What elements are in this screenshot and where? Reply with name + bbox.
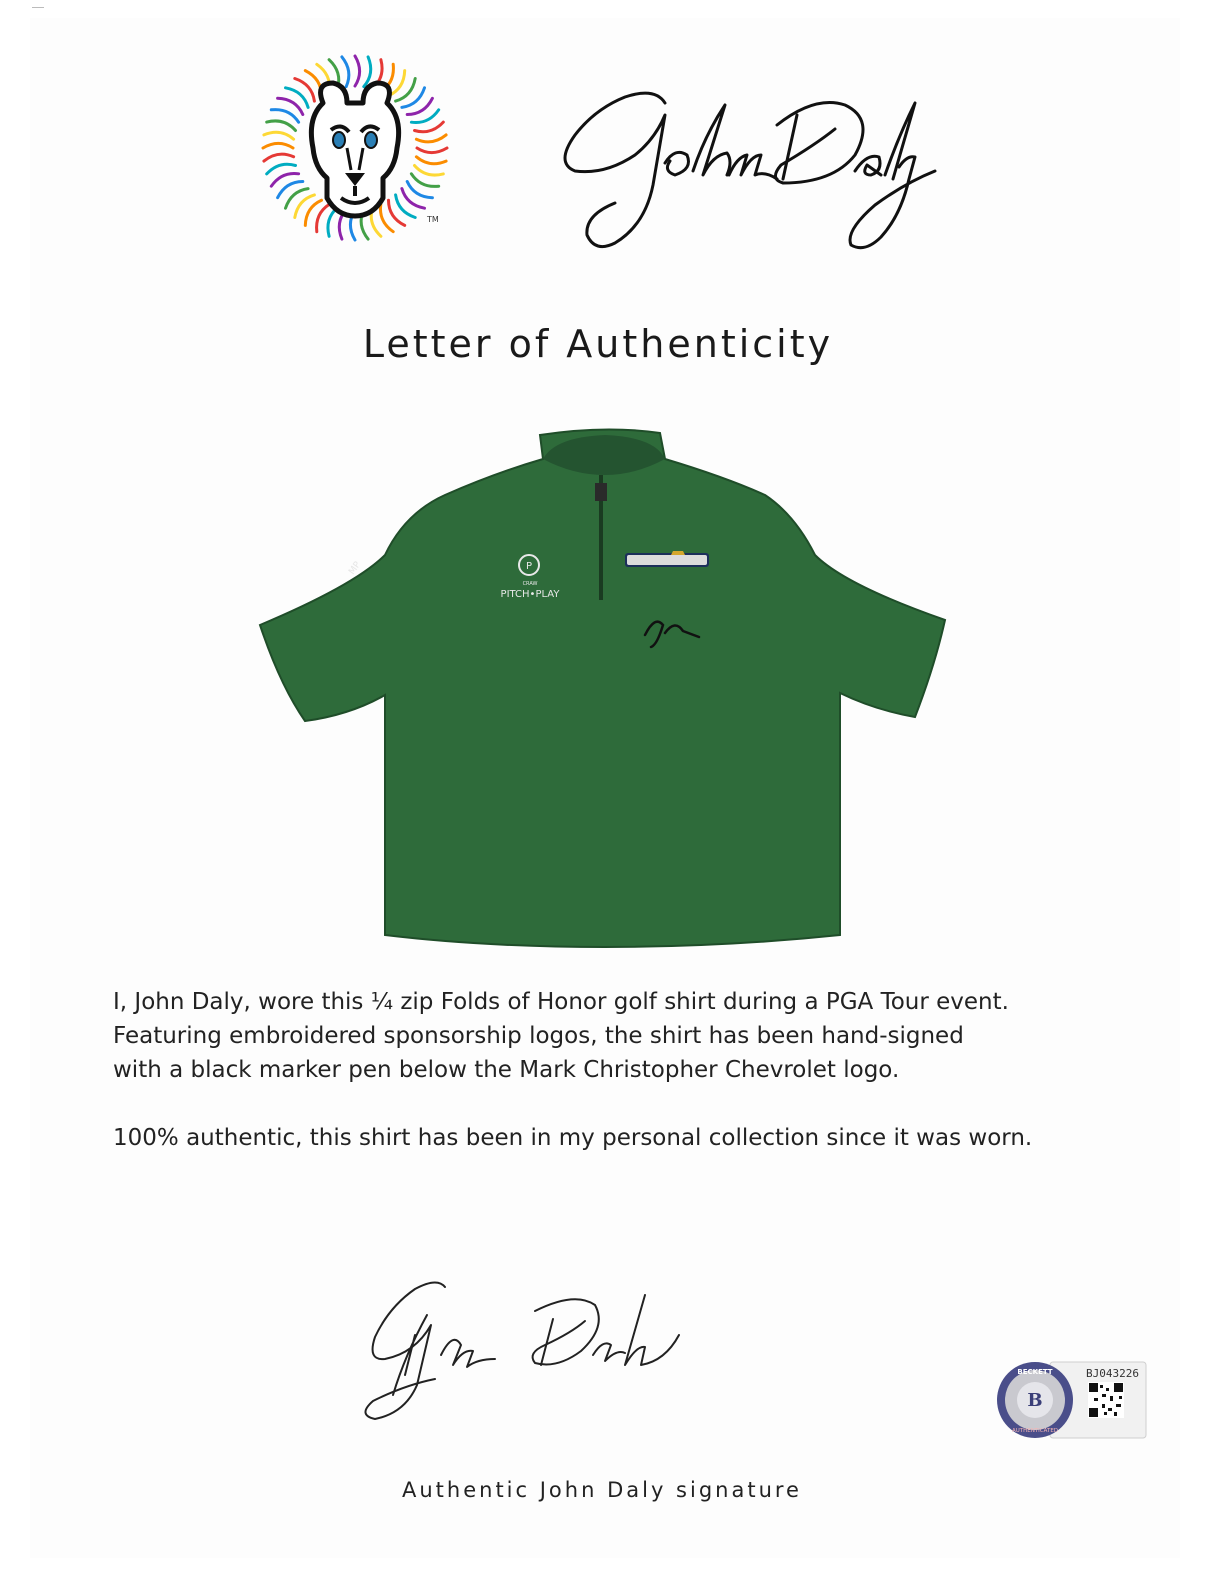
mane-ray	[416, 157, 446, 164]
golf-shirt-photo	[255, 425, 955, 955]
mane-ray	[415, 166, 444, 176]
svg-text:PITCH•PLAY: PITCH•PLAY	[500, 589, 560, 600]
svg-text:B: B	[1027, 1390, 1043, 1411]
lion-head-logo-icon	[255, 48, 455, 248]
mane-ray	[278, 182, 303, 198]
mane-ray	[416, 135, 446, 142]
mane-ray	[417, 148, 447, 153]
body-line: Featuring embroidered sponsorship logos, the shirt has been hand-signed	[113, 1023, 964, 1049]
trademark-label: TM	[427, 215, 439, 224]
mane-ray	[407, 98, 432, 114]
corner-mark	[32, 7, 44, 8]
svg-text:P: P	[525, 561, 533, 572]
letter-body	[113, 985, 1113, 1189]
mane-ray	[411, 110, 438, 123]
svg-text:CRAW: CRAW	[522, 581, 538, 587]
mane-ray	[264, 154, 294, 161]
body-paragraph-2: 100% authentic, this shirt has been in my personal collection since it was worn.	[113, 1125, 1033, 1151]
chest-logo-right	[625, 551, 709, 567]
mane-ray	[389, 200, 405, 225]
header-signature-icon	[515, 75, 945, 260]
qr-code-icon	[1088, 1382, 1124, 1418]
mane-ray	[364, 57, 371, 87]
mane-ray	[380, 204, 393, 231]
footer-signature-icon	[345, 1275, 695, 1425]
mane-ray	[271, 173, 298, 186]
body-line: with a black marker pen below the Mark Christopher Chevrolet logo.	[113, 1057, 900, 1083]
svg-text:AUTHENTICATED: AUTHENTICATED	[1011, 1428, 1059, 1434]
mane-ray	[264, 132, 294, 139]
mane-ray	[267, 121, 296, 131]
beckett-serial-number: BJ043226	[1086, 1367, 1139, 1380]
svg-text:MP: MP	[347, 560, 364, 577]
svg-text:BECKETT: BECKETT	[1017, 1368, 1053, 1376]
mane-ray	[355, 56, 360, 86]
mane-ray	[263, 143, 293, 148]
body-line: I, John Daly, wore this ¼ zip Folds of Honor golf shirt during a PGA Tour event.	[113, 989, 1009, 1015]
signature-caption: Authentic John Daly signature	[402, 1478, 802, 1502]
body-paragraph-1	[113, 985, 1113, 1087]
mane-ray	[342, 57, 349, 87]
page-title: Letter of Authenticity	[362, 322, 834, 366]
